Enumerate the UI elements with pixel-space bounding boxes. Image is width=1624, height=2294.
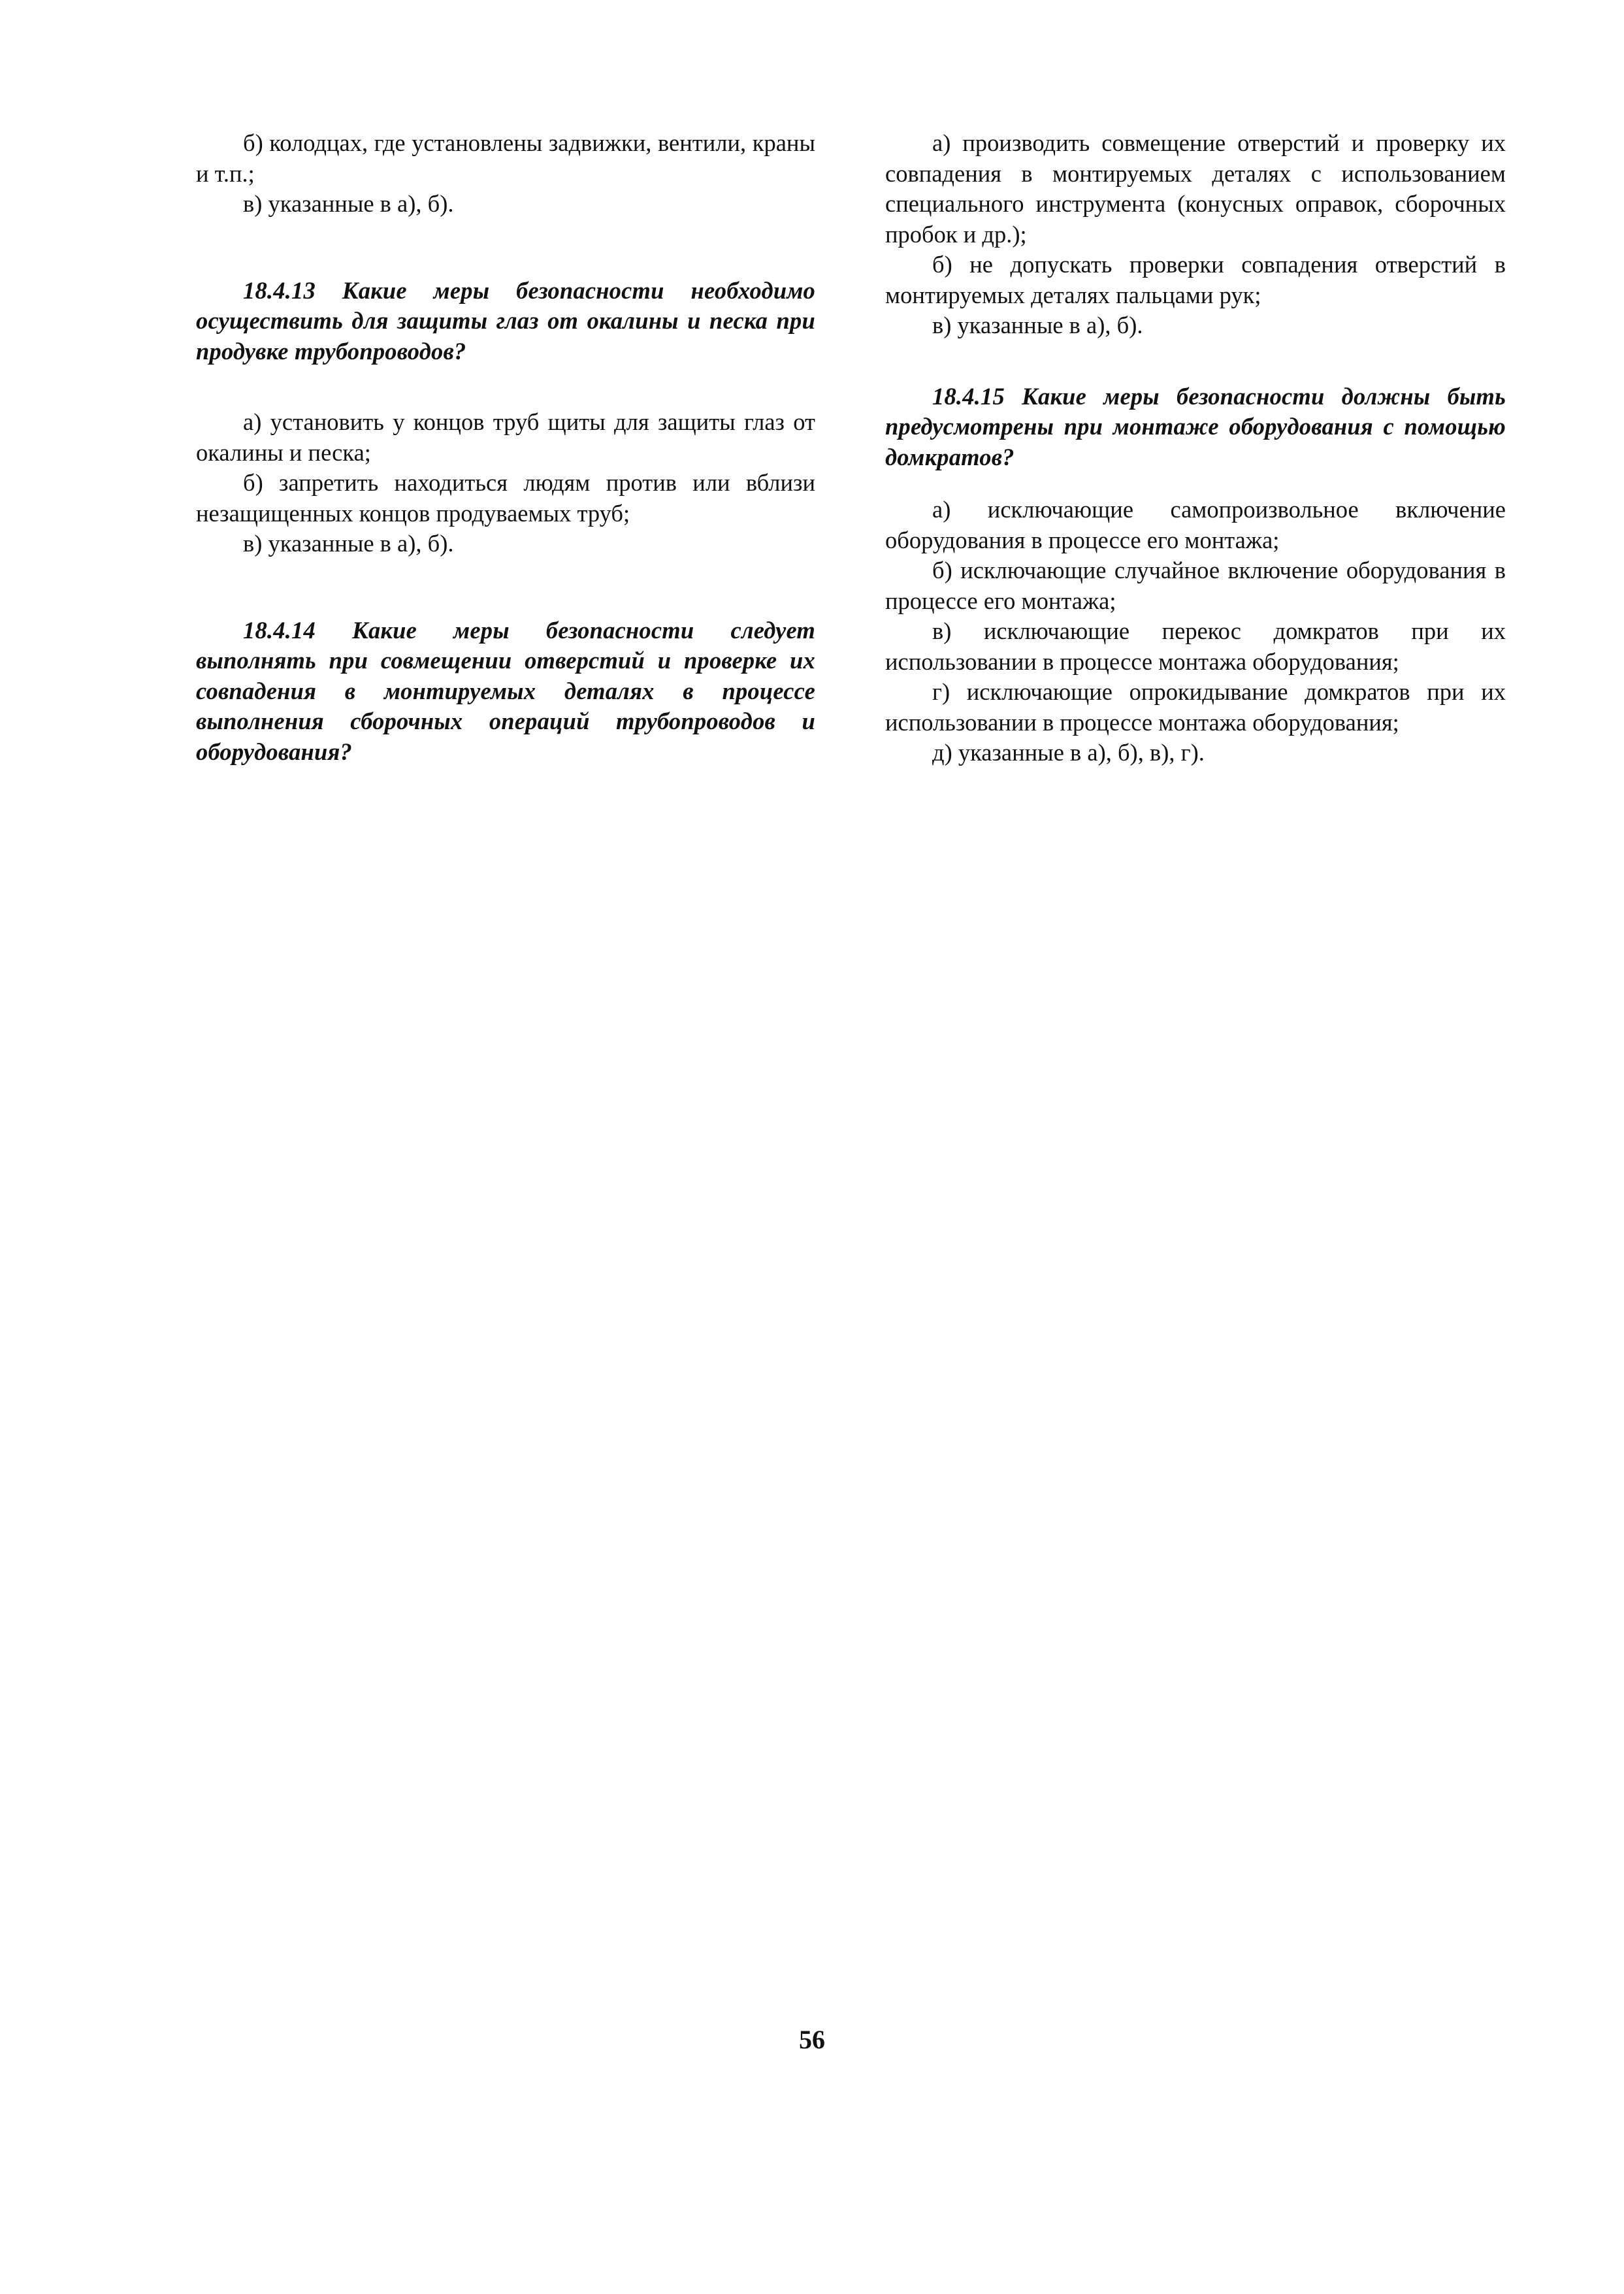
- answer-b-wells: б) колодцах, где установлены задвижки, вентили, краны и т.п.;: [196, 129, 815, 187]
- right-column: [885, 128, 1506, 768]
- left-column: [196, 128, 815, 767]
- question-18-4-13: 18.4.13 Какие меры безопасности необходимо осуществить для защиты глаз от окалины и песка при продувке трубопроводов?: [196, 276, 815, 365]
- answer-18-4-14-b: б) не допускать проверки совпадения отверстий в монтируемых деталях пальцами рук;: [885, 251, 1506, 308]
- answer-c-both: в) указанные в а), б).: [243, 190, 454, 217]
- answer-18-4-15-a: а) исключающие самопроизвольное включение оборудования в процессе его монтажа;: [885, 496, 1506, 553]
- answer-18-4-13-c: в) указанные в а), б).: [243, 530, 454, 557]
- question-18-4-15: 18.4.15 Какие меры безопасности должны быть предусмотрены при монтаже оборудования с помощью домкратов?: [885, 382, 1506, 470]
- answer-18-4-15-e: д) указанные в а), б), в), г).: [932, 739, 1205, 766]
- question-18-4-14: 18.4.14 Какие меры безопасности следует выполнять при совмещении отверстий и проверке их совпадения в монтируемых деталях в процессе выполнения сборочных операций трубопроводов и оборудования?: [196, 616, 815, 765]
- answer-18-4-14-c: в) указанные в а), б).: [932, 312, 1143, 338]
- answer-18-4-14-a: а) производить совмещение отверстий и проверку их совпадения в монтируемых деталях с использованием специального инструмента (конусных оправок, сборочных пробок и др.);: [885, 129, 1506, 248]
- answer-18-4-15-b: б) исключающие случайное включение оборудования в процессе его монтажа;: [885, 557, 1506, 614]
- answer-18-4-13-a: а) установить у концов труб щиты для защиты глаз от окалины и песка;: [196, 408, 815, 466]
- page-number: 56: [799, 2025, 825, 2054]
- answer-18-4-15-d: г) исключающие опрокидывание домкратов при их использовании в процессе монтажа оборудования;: [885, 678, 1506, 736]
- answer-18-4-13-b: б) запретить находиться людям против или вблизи незащищенных концов продуваемых труб;: [196, 469, 815, 527]
- answer-18-4-15-c: в) исключающие перекос домкратов при их использовании в процессе монтажа оборудования;: [885, 617, 1506, 675]
